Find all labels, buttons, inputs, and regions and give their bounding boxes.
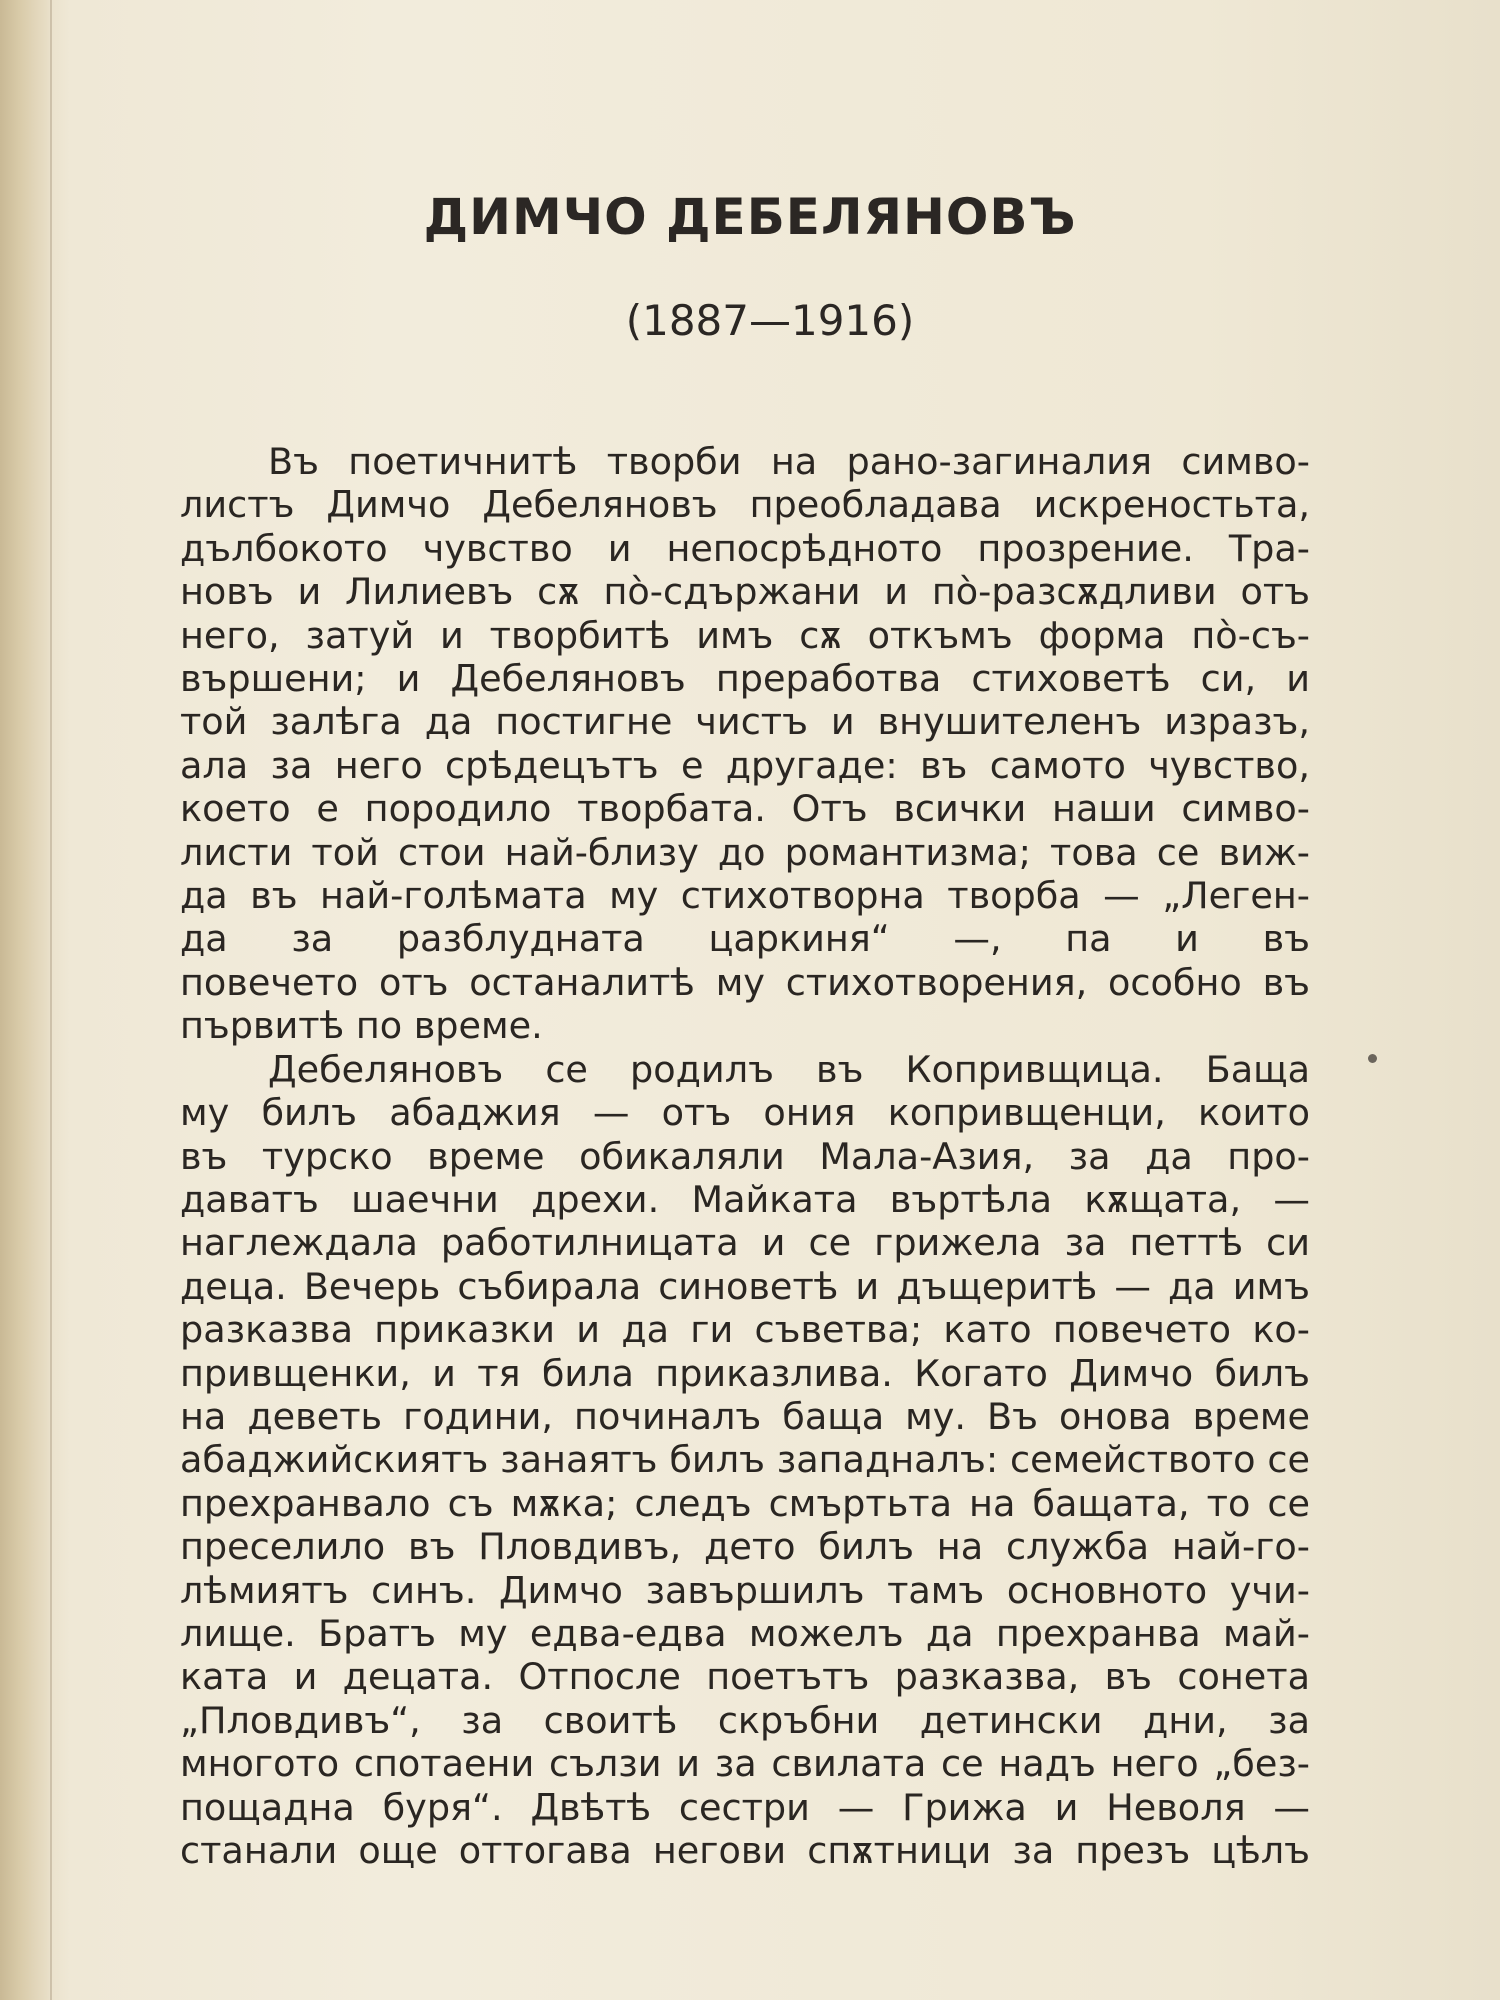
text-line: да въ най-голѣмата му стихотворна творба — „Леген- <box>180 874 1310 918</box>
text-line: него, затуй и творбитѣ имъ сѫ откъмъ форма по̀-съ- <box>180 613 1310 657</box>
page-title: ДИМЧО ДЕБЕЛЯНОВЪ <box>423 188 1077 246</box>
text-line: преселило въ Пловдивъ, дето билъ на служба най-го- <box>180 1525 1310 1569</box>
text-line: деца. Вечерь събирала синоветѣ и дъщеритѣ — да имъ <box>180 1264 1310 1308</box>
text-line: многото спотаени сълзи и за свилата се надъ него „без- <box>180 1742 1310 1786</box>
text-line: листъ Димчо Дебеляновъ преобладава искреностьта, <box>180 483 1310 527</box>
text-line: дълбокото чувство и непосрѣдното прозрение. Тра- <box>180 526 1310 570</box>
text-line: Въ поетичнитѣ творби на рано-загиналия симво- <box>268 440 1310 483</box>
text-line: наглеждала работилницата и се грижела за петтѣ си <box>180 1221 1310 1265</box>
text-line: „Пловдивъ“, за своитѣ скръбни детински дни, за <box>180 1698 1310 1742</box>
text-line: абаджийскиятъ занаятъ билъ западналъ: семейството се <box>180 1438 1310 1482</box>
text-line: той залѣга да постигне чистъ и внушителенъ изразъ, <box>180 700 1310 744</box>
text-line: лище. Братъ му едва-едва можелъ да прехранва май- <box>180 1611 1310 1655</box>
body-text <box>180 440 1310 1872</box>
ink-spot <box>1368 1054 1377 1063</box>
text-line: въ турско време обикаляли Мала-Азия, за да про- <box>180 1134 1310 1178</box>
text-line: повечето отъ останалитѣ му стихотворения, особно въ <box>180 960 1310 1004</box>
text-line: листи той стои най-близу до романтизма; това се виж- <box>180 830 1310 874</box>
text-line: разказва приказки и да ги съветва; като повечето ко- <box>180 1308 1310 1352</box>
text-line: вършени; и Дебеляновъ преработва стиховетѣ си, и <box>180 657 1310 701</box>
text-line: му билъ абаджия — отъ ония копривщенци, които <box>180 1091 1310 1135</box>
text-line: даватъ шаечни дрехи. Майката въртѣла кѫщата, — <box>180 1177 1310 1221</box>
text-line: първитѣ по време. <box>180 1004 543 1048</box>
text-line: да за разблудната царкиня“ —, па и въ <box>180 917 1310 961</box>
text-line: ала за него срѣдецътъ е другаде: въ самото чувство, <box>180 743 1310 787</box>
text-line: новъ и Лилиевъ сѫ по̀-сдържани и по̀-разсѫдливи отъ <box>180 570 1310 614</box>
life-dates: (1887—1916) <box>625 296 915 345</box>
text-line: което е породило творбата. Отъ всички наши симво- <box>180 787 1310 831</box>
text-line: привщенки, и тя била приказлива. Когато Димчо билъ <box>180 1351 1310 1395</box>
text-line: станали още оттогава негови спѫтници за презъ цѣлъ <box>180 1829 1310 1872</box>
text-line: Дебеляновъ се родилъ въ Копривщица. Баща <box>268 1047 1310 1091</box>
text-line: на деветь години, починалъ баща му. Въ онова време <box>180 1394 1310 1438</box>
text-line: прехранвало съ мѫка; следъ смъртьта на бащата, то се <box>180 1481 1310 1525</box>
text-line: пощадна буря“. Двѣтѣ сестри — Грижа и Неволя — <box>180 1785 1310 1829</box>
text-line: ката и децата. Отпосле поетътъ разказва, въ сонета <box>180 1655 1310 1699</box>
text-line: лѣмиятъ синъ. Димчо завършилъ тамъ основното учи- <box>180 1568 1310 1612</box>
